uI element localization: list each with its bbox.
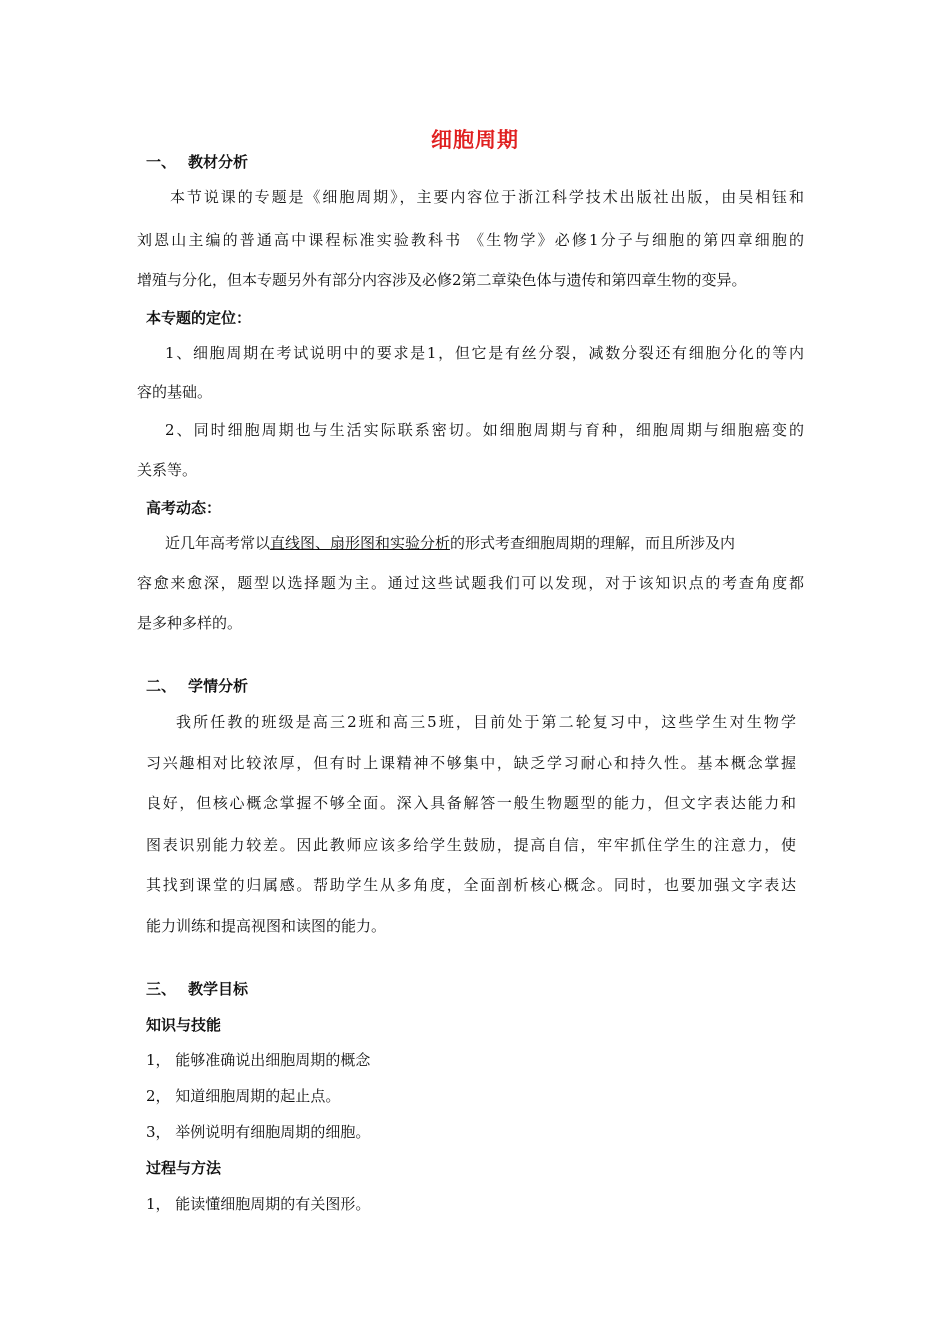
section-number: 三、: [146, 980, 177, 998]
paragraph-line: 本节说课的专题是《细胞周期》，主要内容位于浙江科学技术出版社出版，由吴相钰和: [170, 188, 804, 206]
paragraph-line: 其找到课堂的归属感。帮助学生从多角度，全面剖析核心概念。同时，也要加强文字表达: [146, 876, 796, 894]
list-item-line: 关系等。: [137, 461, 198, 479]
list-item-line: 容的基础。: [137, 383, 213, 401]
paragraph-line: 增殖与分化，但本专题另外有部分内容涉及必修2第二章染色体与遗传和第四章生物的变异。: [137, 271, 747, 289]
exam-text-pre: 近几年高考常以: [165, 534, 271, 552]
list-item-line: 1、细胞周期在考试说明中的要求是1，但它是有丝分裂，减数分裂还有细胞分化的等内: [165, 344, 804, 362]
section-heading-2: [146, 676, 248, 696]
paragraph-line: [165, 533, 735, 553]
exam-text-post: 的形式考查细胞周期的理解，而且所涉及内: [450, 534, 736, 552]
exam-text-underlined: 直线图、扇形图和实验分析: [270, 534, 451, 552]
section-heading-3: [146, 979, 248, 999]
list-item-line: 2、同时细胞周期也与生活实际联系密切。如细胞周期与育种，细胞周期与细胞癌变的: [165, 421, 804, 439]
document-title: 细胞周期: [431, 127, 519, 152]
section-number: 一、: [146, 153, 177, 171]
paragraph-line: 容愈来愈深，题型以选择题为主。通过这些试题我们可以发现，对于该知识点的考查角度都: [137, 574, 804, 592]
subheading-position: 本专题的定位：: [146, 309, 252, 327]
section-heading-1: [146, 152, 248, 172]
list-item: 3， 举例说明有细胞周期的细胞。: [146, 1123, 371, 1141]
paragraph-line: 能力训练和提高视图和读图的能力。: [146, 917, 387, 935]
paragraph-line: 是多种多样的。: [137, 614, 243, 632]
subheading-knowledge: 知识与技能: [146, 1016, 222, 1034]
paragraph-line: 图表识别能力较差。因此教师应该多给学生鼓励，提高自信，牢牢抓住学生的注意力，使: [146, 836, 796, 854]
list-item: 1， 能够准确说出细胞周期的概念: [146, 1051, 371, 1069]
section-title: 学情分析: [188, 677, 249, 695]
paragraph-line: 刘恩山主编的普通高中课程标准实验教科书 《生物学》必修1分子与细胞的第四章细胞的: [137, 231, 804, 249]
section-title: 教学目标: [188, 980, 249, 998]
paragraph-line: 习兴趣相对比较浓厚，但有时上课精神不够集中，缺乏学习耐心和持久性。基本概念掌握: [146, 754, 796, 772]
list-item: 1， 能读懂细胞周期的有关图形。: [146, 1195, 371, 1213]
section-title: 教材分析: [188, 153, 249, 171]
section-number: 二、: [146, 677, 177, 695]
subheading-process: 过程与方法: [146, 1159, 222, 1177]
list-item: 2， 知道细胞周期的起止点。: [146, 1087, 341, 1105]
paragraph-line: 良好，但核心概念掌握不够全面。深入具备解答一般生物题型的能力，但文字表达能力和: [146, 794, 796, 812]
subheading-exam: 高考动态：: [146, 499, 222, 517]
paragraph-line: 我所任教的班级是高三2班和高三5班，目前处于第二轮复习中，这些学生对生物学: [176, 713, 796, 731]
